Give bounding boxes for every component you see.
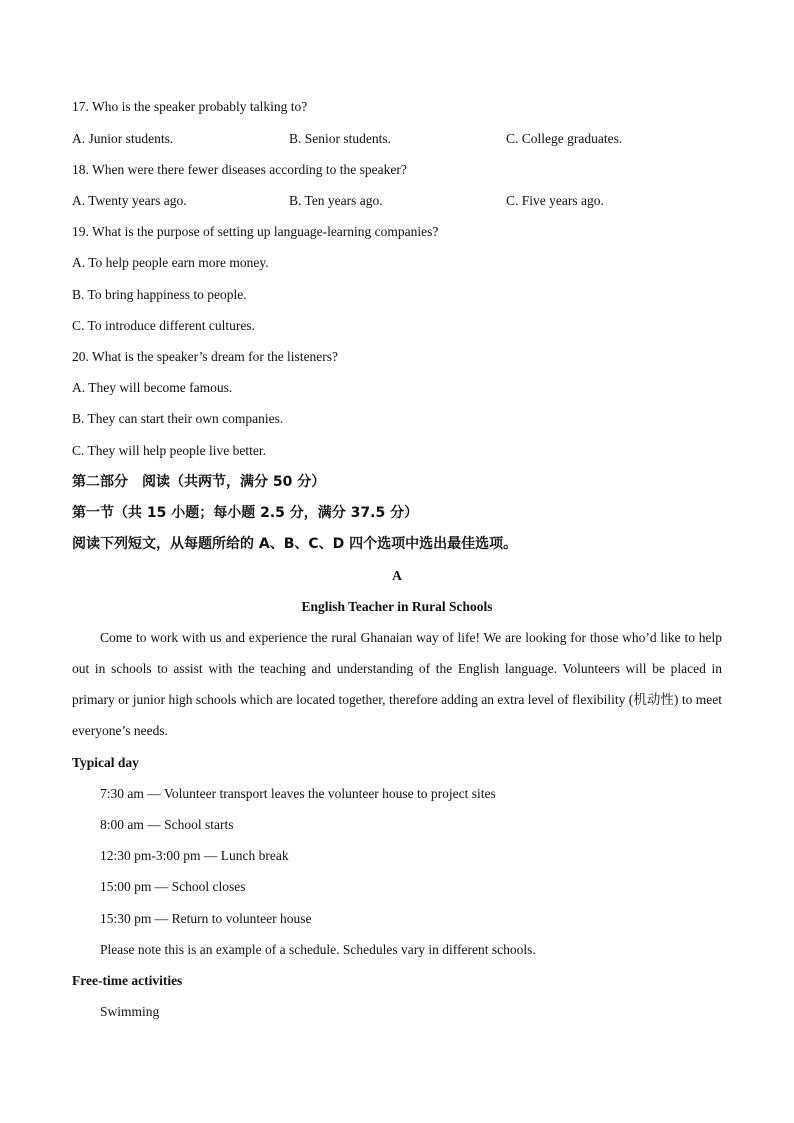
question-18-option-c: C. Five years ago. bbox=[506, 193, 604, 208]
question-18-option-b: B. Ten years ago. bbox=[289, 193, 383, 208]
schedule-item: 12:30 pm-3:00 pm — Lunch break bbox=[100, 848, 289, 863]
schedule-note: Please note this is an example of a schedule. Schedules vary in different schools. bbox=[100, 942, 536, 957]
question-20-option-b: B. They can start their own companies. bbox=[72, 411, 284, 426]
question-19-option-a: A. To help people earn more money. bbox=[72, 255, 269, 270]
question-20-stem: 20. What is the speaker’s dream for the listeners? bbox=[72, 349, 339, 364]
typical-day-heading: Typical day bbox=[72, 755, 139, 770]
question-19-option-b: B. To bring happiness to people. bbox=[72, 287, 247, 302]
passage-title: English Teacher in Rural Schools bbox=[301, 599, 493, 614]
activity-item: Swimming bbox=[100, 1004, 160, 1019]
schedule-item: 7:30 am — Volunteer transport leaves the volunteer house to project sites bbox=[100, 786, 496, 801]
question-17-option-b: B. Senior students. bbox=[289, 131, 392, 146]
passage-letter: A bbox=[392, 568, 402, 583]
question-18-stem: 18. When were there fewer diseases according to the speaker? bbox=[72, 162, 407, 177]
schedule-item: 8:00 am — School starts bbox=[100, 817, 234, 832]
question-19-stem: 19. What is the purpose of setting up language-learning companies? bbox=[72, 224, 439, 239]
free-time-heading: Free-time activities bbox=[72, 973, 183, 988]
section-instruction: 阅读下列短文，从每题所给的 A、B、C、D 四个选项中选出最佳选项。 bbox=[72, 536, 518, 552]
schedule-item: 15:30 pm — Return to volunteer house bbox=[100, 911, 312, 926]
question-17-stem: 17. Who is the speaker probably talking to? bbox=[72, 99, 308, 114]
section-sub-title: 第一节（共 15 小题；每小题 2.5 分，满分 37.5 分） bbox=[72, 505, 419, 521]
question-17-option-c: C. College graduates. bbox=[506, 131, 623, 146]
passage-intro-paragraph: Come to work with us and experience the rural Ghanaian way of life! We are looking for those who’d like to help out in schools to assist with the teaching and understanding of the English language. Volunteers will be placed in primary or junior high schools which are located together, therefore adding an extra level of flexibility (机动性) to meet everyone’s needs. bbox=[72, 630, 722, 738]
question-19-option-c: C. To introduce different cultures. bbox=[72, 318, 256, 333]
question-17-option-a: A. Junior students. bbox=[72, 131, 174, 146]
section-part-title: 第二部分 阅读（共两节，满分 50 分） bbox=[72, 474, 326, 490]
document-page bbox=[72, 0, 722, 1123]
question-18-option-a: A. Twenty years ago. bbox=[72, 193, 187, 208]
question-20-option-a: A. They will become famous. bbox=[72, 380, 233, 395]
schedule-item: 15:00 pm — School closes bbox=[100, 879, 246, 894]
question-20-option-c: C. They will help people live better. bbox=[72, 443, 266, 458]
